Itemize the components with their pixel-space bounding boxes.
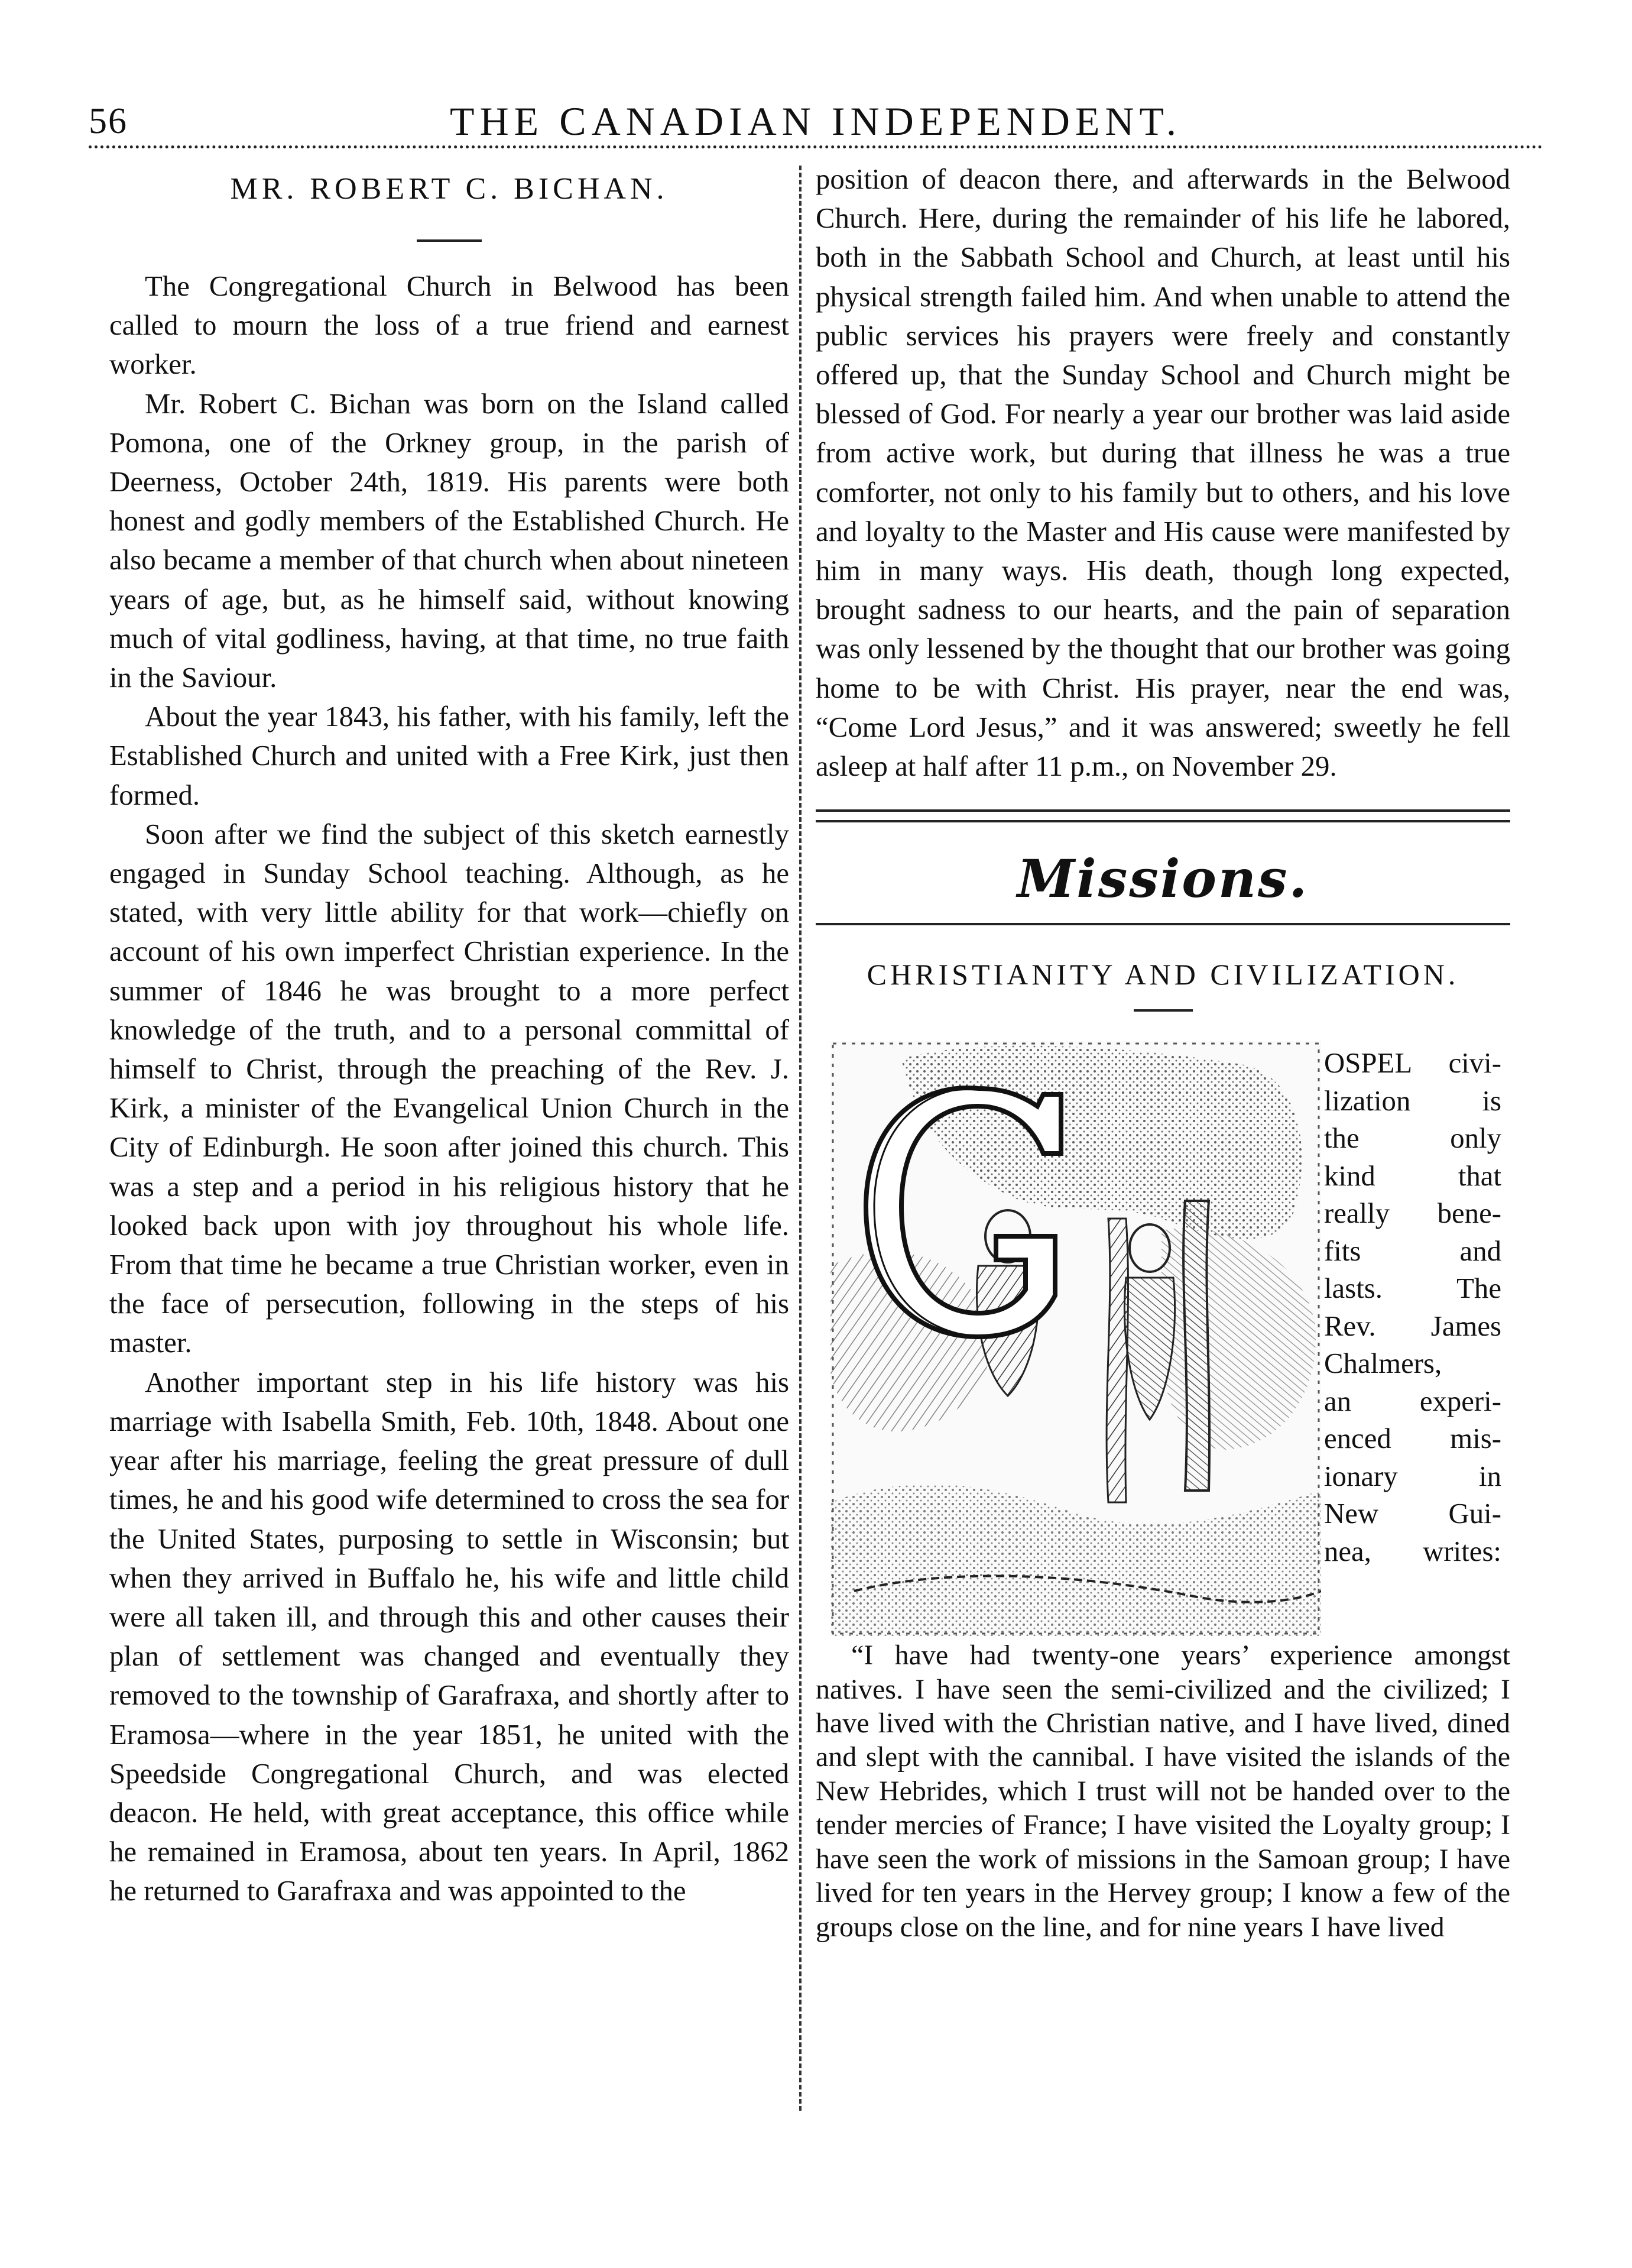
drop-line: the only: [1324, 1122, 1501, 1155]
paragraph: Another important step in his life history was his marriage with Isabella Smith, Feb. 10th, 1848. About one year after his marriage, feeling the great pressure of dull times, he and his good wife determined to cross the sea for the United States, purposing to settle in Wisconsin; but when they arrived in Buffalo he, his wife and little child were all taken ill, and through this and other causes their plan of settlement was changed and eventually they removed to the township of Garafraxa, and shortly after to Eramosa—where in the year 1851, he united with the Speedside Congregational Church, and was elected deacon. He held, with great acceptance, this office while he remained in Eramosa, about ten years. In April, 1862 he returned to Garafraxa and was appointed to the: [109, 1366, 789, 1907]
paragraph: The Congregational Church in Belwood has been called to mourn the loss of a true friend and earnest worker.: [109, 270, 789, 381]
column-divider: [799, 166, 802, 2111]
drop-cap-illustration: [830, 1041, 1321, 1636]
paragraph: Soon after we find the subject of this sketch earnestly engaged in Sunday School teaching. Although, as he stated, with very little ability for that work—chiefly on account of his own imperfect Christian experience. In the summer of 1846 he was brought to a more perfect knowledge of the truth, and to a personal committal of himself to Christ, through the preaching of the Rev. J. Kirk, a minister of the Evangelical Union Church in the City of Edinburgh. He soon after joined this church. This was a step and a period in his religious history that he looked back upon with joy throughout his whole life. From that time he became a true Christian worker, even in the face of persecution, following in the steps of his master.: [109, 818, 789, 1359]
drop-line: ionary in: [1324, 1460, 1501, 1492]
drop-line: nea, writes:: [1324, 1535, 1501, 1567]
missions-heading: Missions.: [1017, 848, 1309, 910]
drop-line: fits and: [1324, 1235, 1501, 1267]
missions-article-body: [816, 1638, 1510, 1944]
drop-line: enced mis-: [1324, 1423, 1501, 1455]
paragraph: About the year 1843, his father, with his family, left the Established Church and united with a Free Kirk, just then formed.: [109, 701, 789, 811]
page-number: 56: [89, 101, 128, 141]
drop-line: New Gui-: [1324, 1498, 1501, 1530]
obituary-body: [109, 267, 789, 1911]
drop-line: lization is: [1324, 1084, 1501, 1117]
right-column: [816, 160, 1510, 1944]
obituary-title: MR. ROBERT C. BICHAN.: [230, 172, 669, 206]
title-rule: [417, 239, 482, 242]
subtitle-rule: [1134, 1009, 1193, 1012]
drop-line: OSPEL civi-: [1324, 1047, 1501, 1080]
drop-line: an experi-: [1324, 1385, 1501, 1417]
article-subtitle: CHRISTIANITY AND CIVILIZATION.: [867, 958, 1459, 992]
running-title: THE CANADIAN INDEPENDENT.: [450, 99, 1182, 144]
paragraph: “I have had twenty-one years’ experience amongst natives. I have seen the semi-civilized and the civilized; I have lived with the Christian native, and I have lived, dined and slept with the cannibal. I have visited the islands of the New Hebrides, which I trust will not be handed over to the tender mercies of France; I have visited the Loyalty group; I have seen the work of missions in the Samoan group; I have lived for ten years in the Hervey group; I know a few of the groups close on the line, and for nine years I have lived: [816, 1640, 1510, 1943]
drop-line: Rev. James: [1324, 1310, 1501, 1342]
drop-line: lasts. The: [1324, 1272, 1501, 1305]
paragraph: position of deacon there, and afterwards in the Belwood Church. Here, during the remainder of his life he labored, both in the Sabbath School and Church, at least until his physical strength failed him. And when unable to attend the public services his prayers were freely and constantly offered up, that the Sunday School and Church might be blessed of God. For nearly a year our brother was laid aside from active work, but during that illness he was a true comforter, not only to his family but to others, and his love and loyalty to the Master and His cause were manifested by him in many ways. His death, though long expected, brought sadness to our hearts, and the pain of separation was only lessened by the thought that our brother was going home to be with Christ. His prayer, near the end was, “Come Lord Jesus,” and it was answered; sweetly he fell asleep at half after 11 p.m., on November 29.: [816, 163, 1510, 783]
paragraph: Mr. Robert C. Bichan was born on the Island called Pomona, one of the Orkney group, in the parish of Deerness, October 24th, 1819. His parents were both honest and godly members of the Established Church. He also became a member of that church when about nineteen years of age, but, as he himself said, without knowing much of vital godliness, having, at that time, no true faith in the Saviour.: [109, 387, 789, 694]
section-double-rule: [816, 809, 1510, 822]
drop-cap-lines: [1324, 1045, 1501, 1570]
drop-cap-block: [816, 1041, 1510, 1636]
left-column: [109, 160, 789, 1911]
obituary-continuation: [816, 160, 1510, 786]
drop-line: really bene-: [1324, 1197, 1501, 1230]
section-rule: [816, 923, 1510, 925]
drop-line: Chalmers,: [1324, 1347, 1442, 1380]
header-dotted-rule: [89, 145, 1543, 148]
page-header: [89, 95, 1543, 148]
drop-line: kind that: [1324, 1159, 1501, 1192]
